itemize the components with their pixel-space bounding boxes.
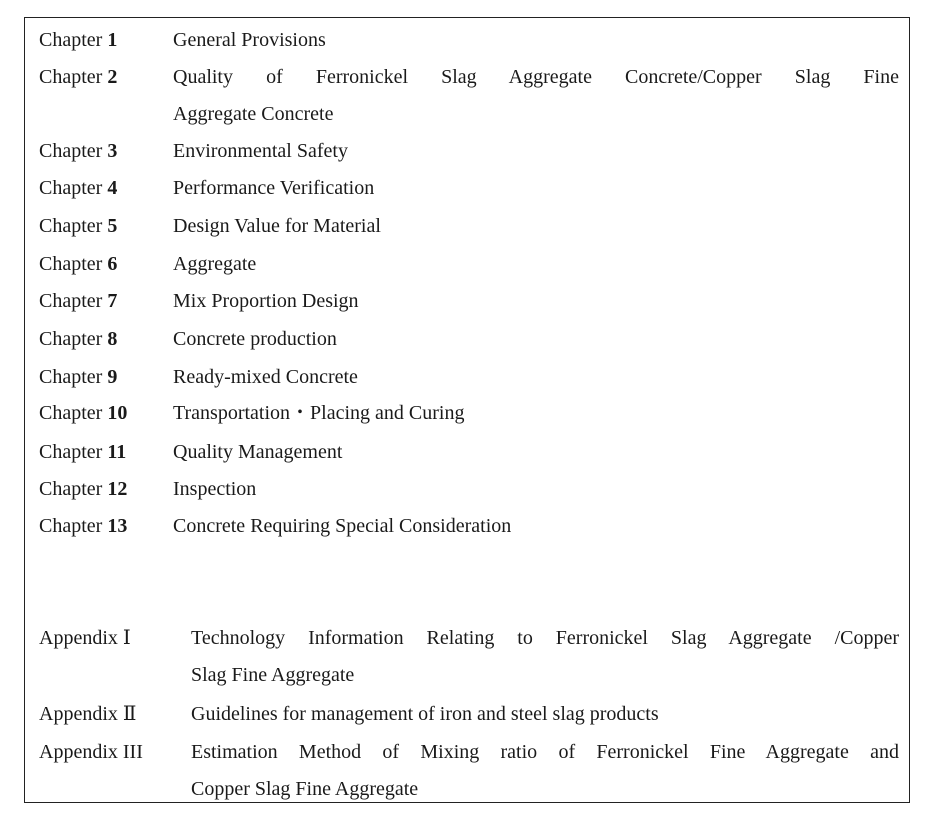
chapter-label: Chapter 5 xyxy=(39,215,118,237)
chapter-label: Chapter 1 xyxy=(39,29,118,51)
appendix-title-line-2: Slag Fine Aggregate xyxy=(191,664,355,686)
appendix-label: Appendix Ⅱ xyxy=(39,703,137,725)
chapter-label: Chapter 2 xyxy=(39,66,118,88)
appendix-label: Appendix Ⅰ xyxy=(39,627,131,649)
appendix-title: Guidelines for management of iron and steel slag products xyxy=(191,703,659,725)
chapter-title: Aggregate xyxy=(173,253,257,275)
chapter-title xyxy=(173,59,899,133)
chapter-label: Chapter 9 xyxy=(39,366,118,388)
chapter-title: Mix Proportion Design xyxy=(173,290,359,312)
chapter-label: Chapter 4 xyxy=(39,177,118,199)
chapter-label: Chapter 13 xyxy=(39,515,128,537)
appendix-title xyxy=(191,734,899,808)
appendix-title-line-2: Copper Slag Fine Aggregate xyxy=(191,778,419,800)
appendix-title xyxy=(191,620,899,694)
appendix-label: Appendix III xyxy=(39,741,143,763)
chapter-title: Environmental Safety xyxy=(173,140,348,162)
chapter-title: Performance Verification xyxy=(173,177,375,199)
appendix-title-line-1: Estimation Method of Mixing ratio of Ferronickel Fine Aggregate and xyxy=(191,741,899,763)
chapter-label: Chapter 12 xyxy=(39,478,128,500)
chapter-label: Chapter 3 xyxy=(39,140,118,162)
chapter-title: Ready-mixed Concrete xyxy=(173,366,358,388)
chapter-label: Chapter 8 xyxy=(39,328,118,350)
chapter-label: Chapter 10 xyxy=(39,402,128,424)
chapter-title-line-1: Quality of Ferronickel Slag Aggregate Concrete/Copper Slag Fine xyxy=(173,66,899,88)
chapter-title: Design Value for Material xyxy=(173,215,381,237)
chapter-title: General Provisions xyxy=(173,29,326,51)
chapter-label: Chapter 11 xyxy=(39,441,127,463)
chapter-title: Inspection xyxy=(173,478,257,500)
appendix-title-line-1: Technology Information Relating to Ferronickel Slag Aggregate /Copper xyxy=(191,627,899,649)
chapter-title: Quality Management xyxy=(173,441,343,463)
chapter-label: Chapter 6 xyxy=(39,253,118,275)
chapter-label: Chapter 7 xyxy=(39,290,118,312)
chapter-title: Transportation・Placing and Curing xyxy=(173,402,465,424)
chapter-title: Concrete Requiring Special Consideration xyxy=(173,515,512,537)
chapter-title: Concrete production xyxy=(173,328,337,350)
chapter-title-line-2: Aggregate Concrete xyxy=(173,103,334,125)
table-of-contents xyxy=(24,17,910,803)
